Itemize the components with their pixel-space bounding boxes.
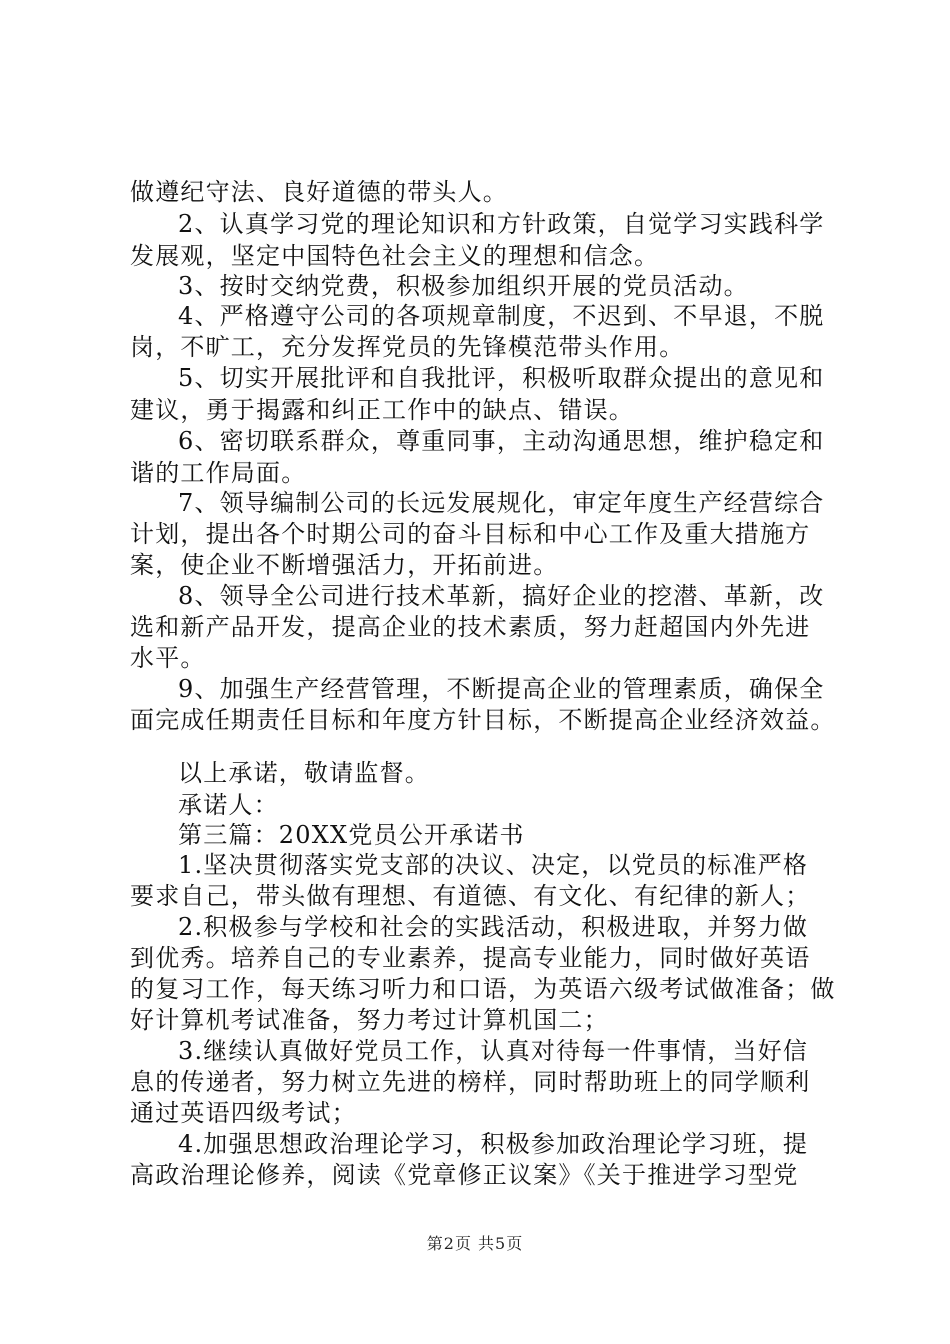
- text-line: 4.加强思想政治理论学习，积极参加政治理论学习班，提: [178, 1130, 809, 1158]
- text-line: 高政治理论修养，阅读《党章修正议案》《关于推进学习型党: [130, 1161, 799, 1189]
- section-heading: 第三篇：20XX党员公开承诺书: [178, 821, 525, 849]
- text-line: 水平。: [130, 644, 206, 672]
- text-line: 做遵纪守法、良好道德的带头人。: [130, 178, 508, 206]
- text-line: 通过英语四级考试；: [130, 1099, 357, 1127]
- text-line: 建议，勇于揭露和纠正工作中的缺点、错误。: [130, 396, 634, 424]
- text-line: 2.积极参与学校和社会的实践活动，积极进取，并努力做: [178, 913, 809, 941]
- text-line: 以上承诺，敬请监督。: [178, 759, 430, 787]
- text-line: 6、密切联系群众，尊重同事，主动沟通思想，维护稳定和: [178, 427, 825, 455]
- text-line: 到优秀。培养自己的专业素养，提高专业能力，同时做好英语: [130, 944, 811, 972]
- text-line: 选和新产品开发，提高企业的技术素质，努力赶超国内外先进: [130, 613, 811, 641]
- text-line: 9、加强生产经营管理，不断提高企业的管理素质，确保全: [178, 675, 825, 703]
- page-number-footer: 第2页 共5页: [426, 1234, 524, 1253]
- text-line: 岗，不旷工，充分发挥党员的先锋模范带头作用。: [130, 333, 685, 361]
- text-line: 7、领导编制公司的长远发展规化，审定年度生产经营综合: [178, 489, 825, 517]
- text-line: 面完成任期责任目标和年度方针目标，不断提高企业经济效益。: [130, 706, 836, 734]
- text-line: 息的传递者，努力树立先进的榜样，同时帮助班上的同学顺利: [130, 1068, 811, 1096]
- text-line: 8、领导全公司进行技术革新，搞好企业的挖潜、革新，改: [178, 582, 825, 610]
- text-line: 3、按时交纳党费，积极参加组织开展的党员活动。: [178, 272, 749, 300]
- text-line: 5、切实开展批评和自我批评，积极听取群众提出的意见和: [178, 364, 825, 392]
- text-line: 4、严格遵守公司的各项规章制度，不迟到、不早退，不脱: [178, 302, 825, 330]
- text-line: 发展观，坚定中国特色社会主义的理想和信念。: [130, 242, 660, 270]
- text-line: 2、认真学习党的理论知识和方针政策，自觉学习实践科学: [178, 210, 825, 238]
- text-line: 好计算机考试准备，努力考过计算机国二；: [130, 1006, 609, 1034]
- text-line: 3.继续认真做好党员工作，认真对待每一件事情，当好信: [178, 1037, 809, 1065]
- text-line: 1.坚决贯彻落实党支部的决议、决定，以党员的标准严格: [178, 851, 809, 879]
- text-line: 案，使企业不断增强活力，开拓前进。: [130, 551, 559, 579]
- text-line: 谐的工作局面。: [130, 459, 307, 487]
- text-line: 承诺人：: [178, 791, 279, 819]
- text-line: 要求自己，带头做有理想、有道德、有文化、有纪律的新人；: [130, 882, 811, 910]
- text-line: 计划，提出各个时期公司的奋斗目标和中心工作及重大措施方: [130, 520, 811, 548]
- text-line: 的复习工作，每天练习听力和口语，为英语六级考试做准备；做: [130, 975, 836, 1003]
